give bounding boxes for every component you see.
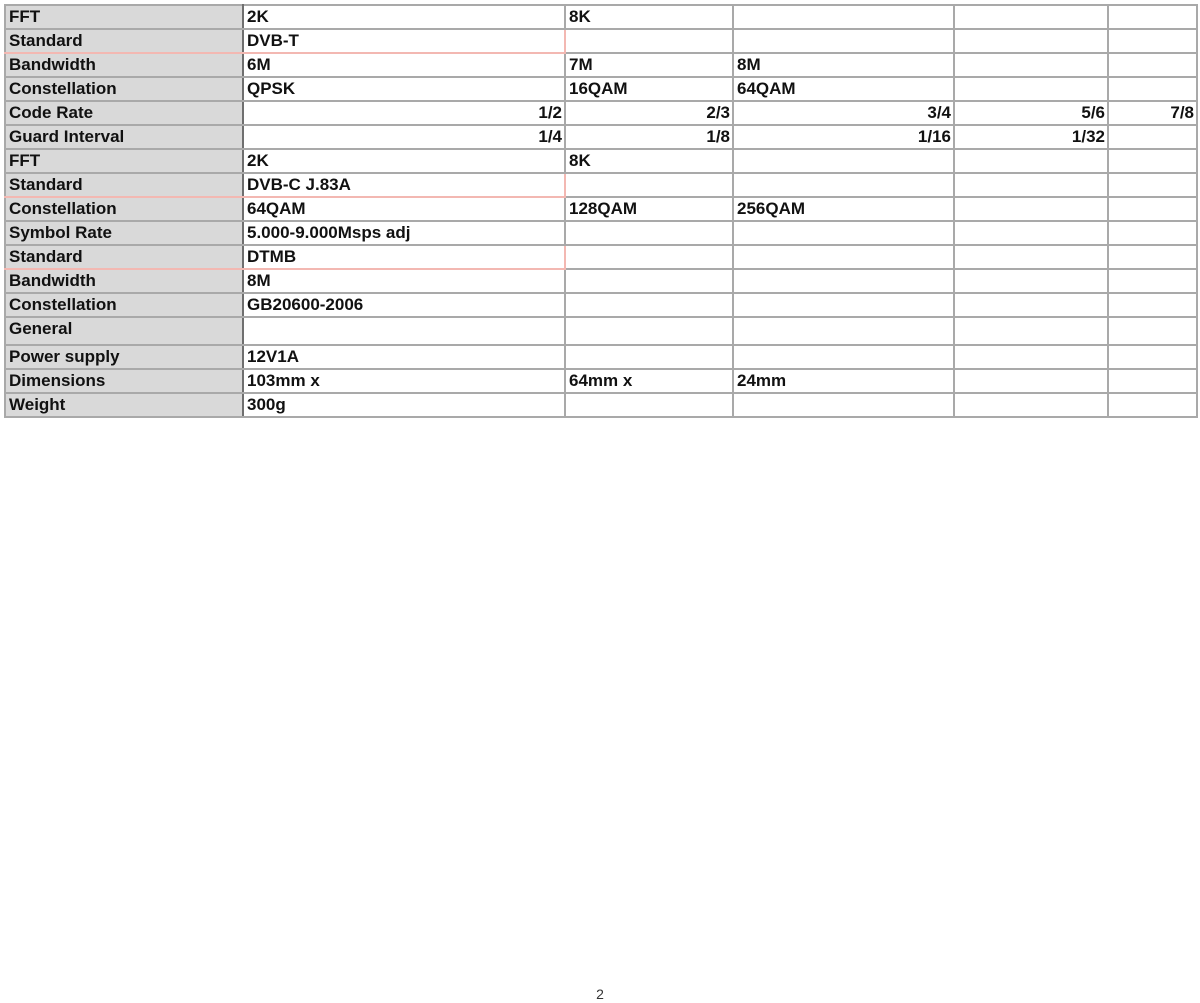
table-cell: DTMB <box>243 245 565 269</box>
table-row <box>5 173 1197 197</box>
table-cell <box>1108 173 1197 197</box>
table-cell <box>733 345 954 369</box>
table-cell <box>1108 245 1197 269</box>
table-cell <box>954 77 1108 101</box>
table-row <box>5 5 1197 29</box>
table-cell <box>1108 125 1197 149</box>
table-cell: 1/32 <box>954 125 1108 149</box>
table-cell <box>1108 53 1197 77</box>
table-cell: 64mm x <box>565 369 733 393</box>
table-cell <box>733 317 954 345</box>
row-label: Power supply <box>5 345 243 369</box>
table-cell: QPSK <box>243 77 565 101</box>
table-cell <box>954 53 1108 77</box>
table-cell <box>1108 5 1197 29</box>
table-cell: 1/4 <box>243 125 565 149</box>
table-cell <box>733 393 954 417</box>
row-label: Dimensions <box>5 369 243 393</box>
table-cell: 5/6 <box>954 101 1108 125</box>
table-cell: 5.000-9.000Msps adj <box>243 221 565 245</box>
table-cell <box>1108 393 1197 417</box>
table-row <box>5 345 1197 369</box>
table-cell <box>954 345 1108 369</box>
row-label: Constellation <box>5 197 243 221</box>
table-row <box>5 221 1197 245</box>
table-cell <box>954 245 1108 269</box>
row-label: Code Rate <box>5 101 243 125</box>
table-cell <box>1108 197 1197 221</box>
table-cell <box>1108 149 1197 173</box>
table-cell <box>565 293 733 317</box>
row-label: Bandwidth <box>5 53 243 77</box>
table-cell: 64QAM <box>243 197 565 221</box>
row-label: Standard <box>5 245 243 269</box>
table-cell <box>954 317 1108 345</box>
table-row <box>5 293 1197 317</box>
table-cell <box>243 317 565 345</box>
table-cell <box>1108 269 1197 293</box>
table-row <box>5 77 1197 101</box>
row-label: Bandwidth <box>5 269 243 293</box>
table-cell: 7M <box>565 53 733 77</box>
page-number: 2 <box>596 986 604 1002</box>
table-cell <box>565 245 733 269</box>
table-row <box>5 369 1197 393</box>
row-label: Guard Interval <box>5 125 243 149</box>
table-row <box>5 269 1197 293</box>
table-row <box>5 125 1197 149</box>
table-row <box>5 317 1197 345</box>
row-label: Constellation <box>5 293 243 317</box>
table-cell <box>1108 293 1197 317</box>
table-row <box>5 245 1197 269</box>
row-label: Symbol Rate <box>5 221 243 245</box>
table-cell <box>733 269 954 293</box>
table-cell <box>733 245 954 269</box>
table-cell <box>733 293 954 317</box>
row-label: Standard <box>5 173 243 197</box>
table-cell <box>954 221 1108 245</box>
table-cell: 8K <box>565 5 733 29</box>
table-cell: 1/8 <box>565 125 733 149</box>
table-cell: 64QAM <box>733 77 954 101</box>
table-cell <box>954 149 1108 173</box>
row-label: FFT <box>5 5 243 29</box>
table-cell <box>1108 77 1197 101</box>
table-cell: 6M <box>243 53 565 77</box>
table-cell: 128QAM <box>565 197 733 221</box>
table-cell <box>733 5 954 29</box>
table-cell <box>1108 345 1197 369</box>
table-row <box>5 29 1197 53</box>
table-cell: 256QAM <box>733 197 954 221</box>
table-cell: 103mm x <box>243 369 565 393</box>
table-cell: DVB-T <box>243 29 565 53</box>
table-cell: 12V1A <box>243 345 565 369</box>
table-cell: 8M <box>243 269 565 293</box>
table-cell <box>1108 369 1197 393</box>
table-cell: 2/3 <box>565 101 733 125</box>
row-label: Standard <box>5 29 243 53</box>
table-cell: 24mm <box>733 369 954 393</box>
table-cell: 3/4 <box>733 101 954 125</box>
table-cell <box>1108 221 1197 245</box>
table-cell <box>733 149 954 173</box>
row-label: Weight <box>5 393 243 417</box>
table-cell <box>954 269 1108 293</box>
table-cell <box>565 345 733 369</box>
row-label: Constellation <box>5 77 243 101</box>
table-cell <box>733 29 954 53</box>
table-cell <box>954 173 1108 197</box>
table-row <box>5 53 1197 77</box>
table-row <box>5 101 1197 125</box>
table-cell: 2K <box>243 5 565 29</box>
table-cell <box>1108 317 1197 345</box>
table-cell <box>954 369 1108 393</box>
table-cell: 16QAM <box>565 77 733 101</box>
row-label: General <box>5 317 243 345</box>
table-cell: 8K <box>565 149 733 173</box>
table-cell <box>954 393 1108 417</box>
table-cell: 2K <box>243 149 565 173</box>
table-row <box>5 393 1197 417</box>
table-cell <box>733 173 954 197</box>
table-cell: 1/2 <box>243 101 565 125</box>
table-cell <box>954 29 1108 53</box>
table-cell: GB20600-2006 <box>243 293 565 317</box>
table-cell <box>954 293 1108 317</box>
table-row <box>5 149 1197 173</box>
table-cell <box>565 269 733 293</box>
table-cell <box>954 5 1108 29</box>
table-cell <box>565 173 733 197</box>
table-cell <box>565 393 733 417</box>
row-label: FFT <box>5 149 243 173</box>
table-cell: DVB-C J.83A <box>243 173 565 197</box>
table-cell <box>565 29 733 53</box>
table-cell: 1/16 <box>733 125 954 149</box>
table-cell <box>565 317 733 345</box>
table-cell: 7/8 <box>1108 101 1197 125</box>
table-cell <box>733 221 954 245</box>
table-cell: 8M <box>733 53 954 77</box>
table-cell <box>565 221 733 245</box>
table-cell <box>954 197 1108 221</box>
table-cell <box>1108 29 1197 53</box>
table-row <box>5 197 1197 221</box>
table-cell: 300g <box>243 393 565 417</box>
specification-table <box>4 4 1198 418</box>
